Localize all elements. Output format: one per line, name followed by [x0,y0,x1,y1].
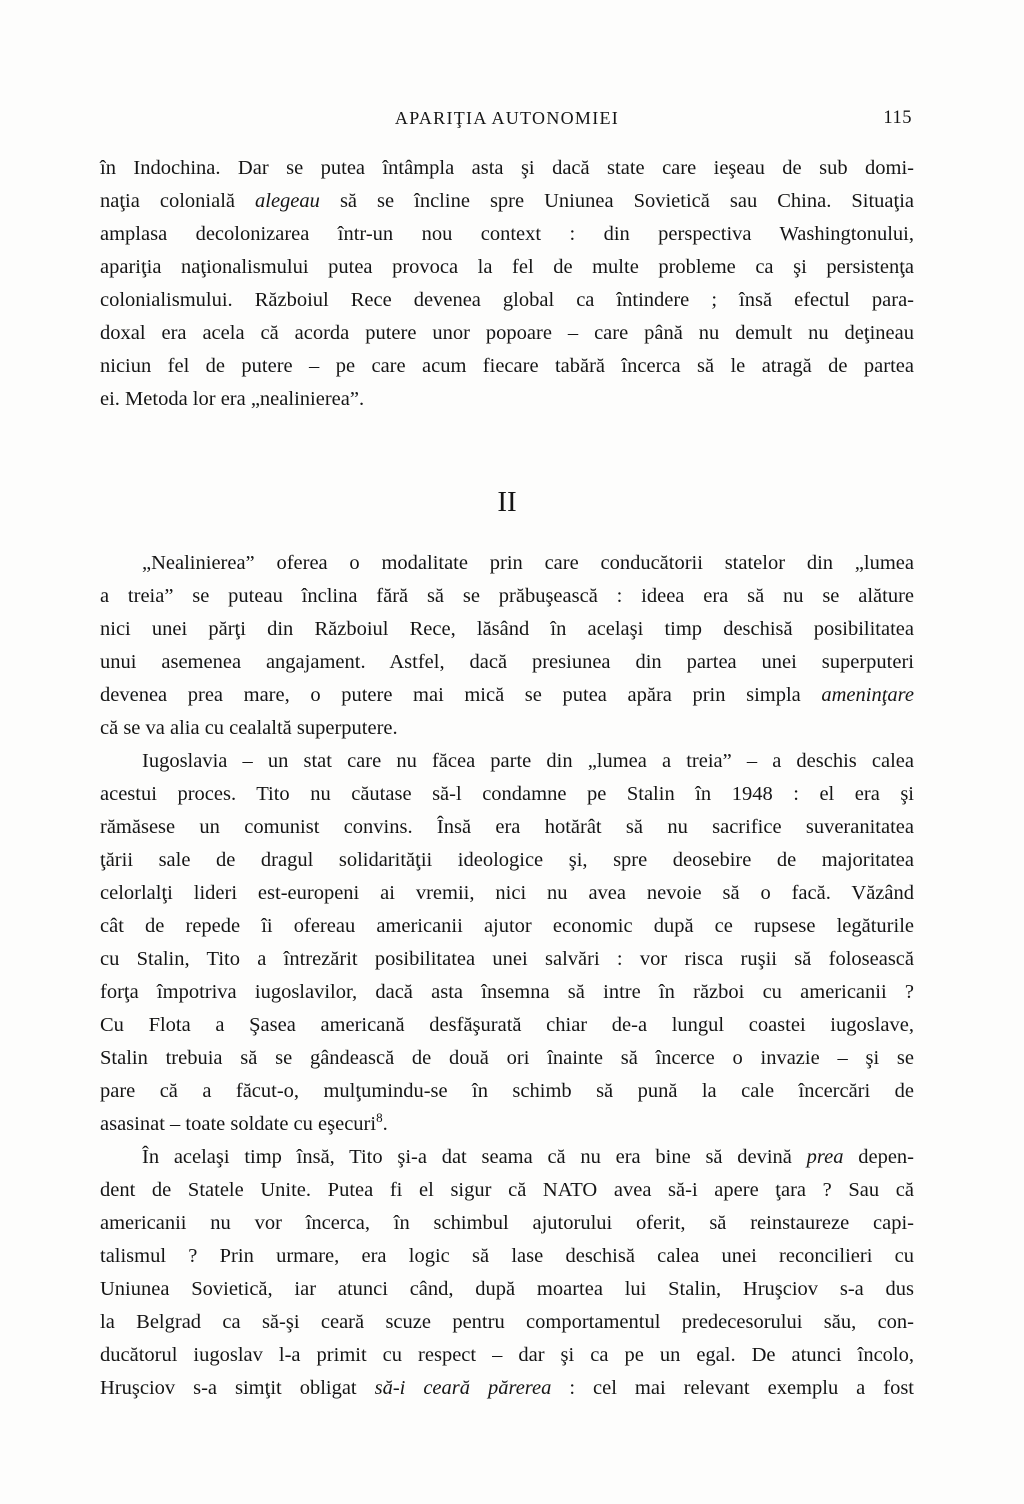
text-run: a treia” se puteau înclina fără să se prăbuşească : ideea era să nu se alăture [100,585,914,607]
text-run: talismul ? Prin urmare, era logic să lase deschisă calea unei reconcilieri cu [100,1245,914,1267]
running-head-title: APARIŢIA AUTONOMIEI [394,108,620,128]
text-line [100,1141,914,1174]
text-run: apariţia naţionalismului putea provoca la fel de multe probleme ca şi persistenţa [100,256,914,278]
text-run: devenea prea mare, o putere mai mică se putea apăra prin simpla [100,684,822,706]
text-line [100,1174,914,1207]
text-line [100,547,914,580]
text-line [100,877,914,910]
text-line [100,943,914,976]
text-run: Iugoslavia – un stat care nu făcea parte din „lumea a treia” – a deschis calea [142,750,914,772]
text-line [100,1372,914,1405]
text-run: cât de repede îi ofereau americanii ajutor economic după ce rupsese legăturile [100,915,914,937]
text-run: forţa împotriva iugoslavilor, dacă asta însemna să intre în război cu americanii ? [100,981,914,1003]
text-run: Hruşciov s-a simţit obligat [100,1377,375,1399]
text-run: . [382,1113,388,1135]
text-run: amplasa decolonizarea într-un nou context : din perspectiva Washingtonului, [100,223,914,245]
text-line [100,1306,914,1339]
text-run: să se încline spre Uniunea Sovietică sau China. Situaţia [319,190,914,212]
text-run: unui asemenea angajament. Astfel, dacă presiunea din partea unei superputeri [100,651,914,673]
text-line [100,646,914,679]
text-line [100,811,914,844]
text-line [100,1273,914,1306]
text-line [100,679,914,712]
text-run: niciun fel de putere – pe care acum fiecare tabără încerca să le atragă de partea [100,355,914,377]
text-line [100,1009,914,1042]
text-line [100,613,914,646]
text-line [100,152,914,185]
text-run: Cu Flota a Şasea americană desfăşurată chiar de-a lungul coastei iugoslave, [100,1014,914,1036]
section-heading: II [497,486,517,518]
text-run: „Nealinierea” oferea o modalitate prin care conducătorii statelor din „lumea [142,552,914,574]
italic-text: alegeau [255,190,320,212]
text-line [100,251,914,284]
text-line [100,1207,914,1240]
text-run: în Indochina. Dar se putea întâmpla asta şi dacă state care ieşeau de sub domi- [100,157,914,179]
text-run: nici unei părţi din Războiul Rece, lăsând în acelaşi timp deschisă posibilitatea [100,618,914,640]
text-run: asasinat – toate soldate cu eşecuri [100,1113,377,1135]
text-run: : cel mai relevant exemplu a fost [551,1377,914,1399]
text-run: acestui proces. Tito nu căutase să-l condamne pe Stalin în 1948 : el era şi [100,783,914,805]
text-line [100,284,914,317]
paragraph [100,152,914,416]
text-line [100,910,914,943]
text-line [100,1108,914,1141]
italic-text: prea [806,1146,844,1168]
text-line [100,778,914,811]
text-line [100,1240,914,1273]
text-run: că se va alia cu cealaltă superputere. [100,717,398,739]
text-run: naţia colonială [100,190,256,212]
text-line [100,580,914,613]
text-run: pare că a făcut-o, mulţumindu-se în schimb să pună la cale încercări de [100,1080,914,1102]
text-run: ei. Metoda lor era „nealinierea”. [100,388,365,410]
italic-text: ameninţare [821,684,914,706]
text-run: ţării sale de dragul solidarităţii ideologice şi, spre deosebire de majoritatea [100,849,914,871]
text-line [100,844,914,877]
page-body [100,152,914,1405]
text-run: Stalin trebuia să se gândească de două ori înainte să încerce o invazie – şi se [100,1047,914,1069]
page-number: 115 [883,108,912,128]
text-line [100,976,914,1009]
footnote-marker: 8 [376,1110,383,1126]
text-line [100,218,914,251]
text-run: ducătorul iugoslav l-a primit cu respect – dar şi ca pe un egal. De atunci încolo, [100,1344,914,1366]
italic-text: să-i ceară părerea [374,1377,552,1399]
text-run: În acelaşi timp însă, Tito şi-a dat seama că nu era bine să devină [142,1146,807,1168]
text-line [100,350,914,383]
text-line [100,317,914,350]
text-line [100,745,914,778]
text-run: Uniunea Sovietică, iar atunci când, după moartea lui Stalin, Hruşciov s-a dus [100,1278,914,1300]
text-line [100,383,914,416]
text-line [100,1075,914,1108]
paragraph [100,1141,914,1405]
text-run: depen- [843,1146,915,1168]
text-run: celorlalţi lideri est-europeni ai vremii, nici nu avea nevoie să o facă. Văzând [100,882,914,904]
running-head [100,108,914,134]
paragraph [100,547,914,745]
text-line [100,1042,914,1075]
text-run: americanii nu vor încerca, în schimbul ajutorului oferit, să reinstaureze capi- [100,1212,914,1234]
paragraph [100,745,914,1141]
text-run: colonialismului. Războiul Rece devenea global ca întindere ; însă efectul para- [100,289,914,311]
text-line [100,185,914,218]
text-run: rămăsese un comunist convins. Însă era hotărât să nu sacrifice suveranitatea [100,816,914,838]
text-run: dent de Statele Unite. Putea fi el sigur că NATO avea să-i apere ţara ? Sau că [100,1179,914,1201]
text-line [100,712,914,745]
text-run: doxal era acela că acorda putere unor popoare – care până nu demult nu deţineau [100,322,914,344]
text-line [100,1339,914,1372]
text-run: cu Stalin, Tito a întrezărit posibilitatea unei salvări : vor risca ruşii să folosească [100,948,914,970]
text-run: la Belgrad ca să-şi ceară scuze pentru comportamentul predecesorului său, con- [100,1311,914,1333]
